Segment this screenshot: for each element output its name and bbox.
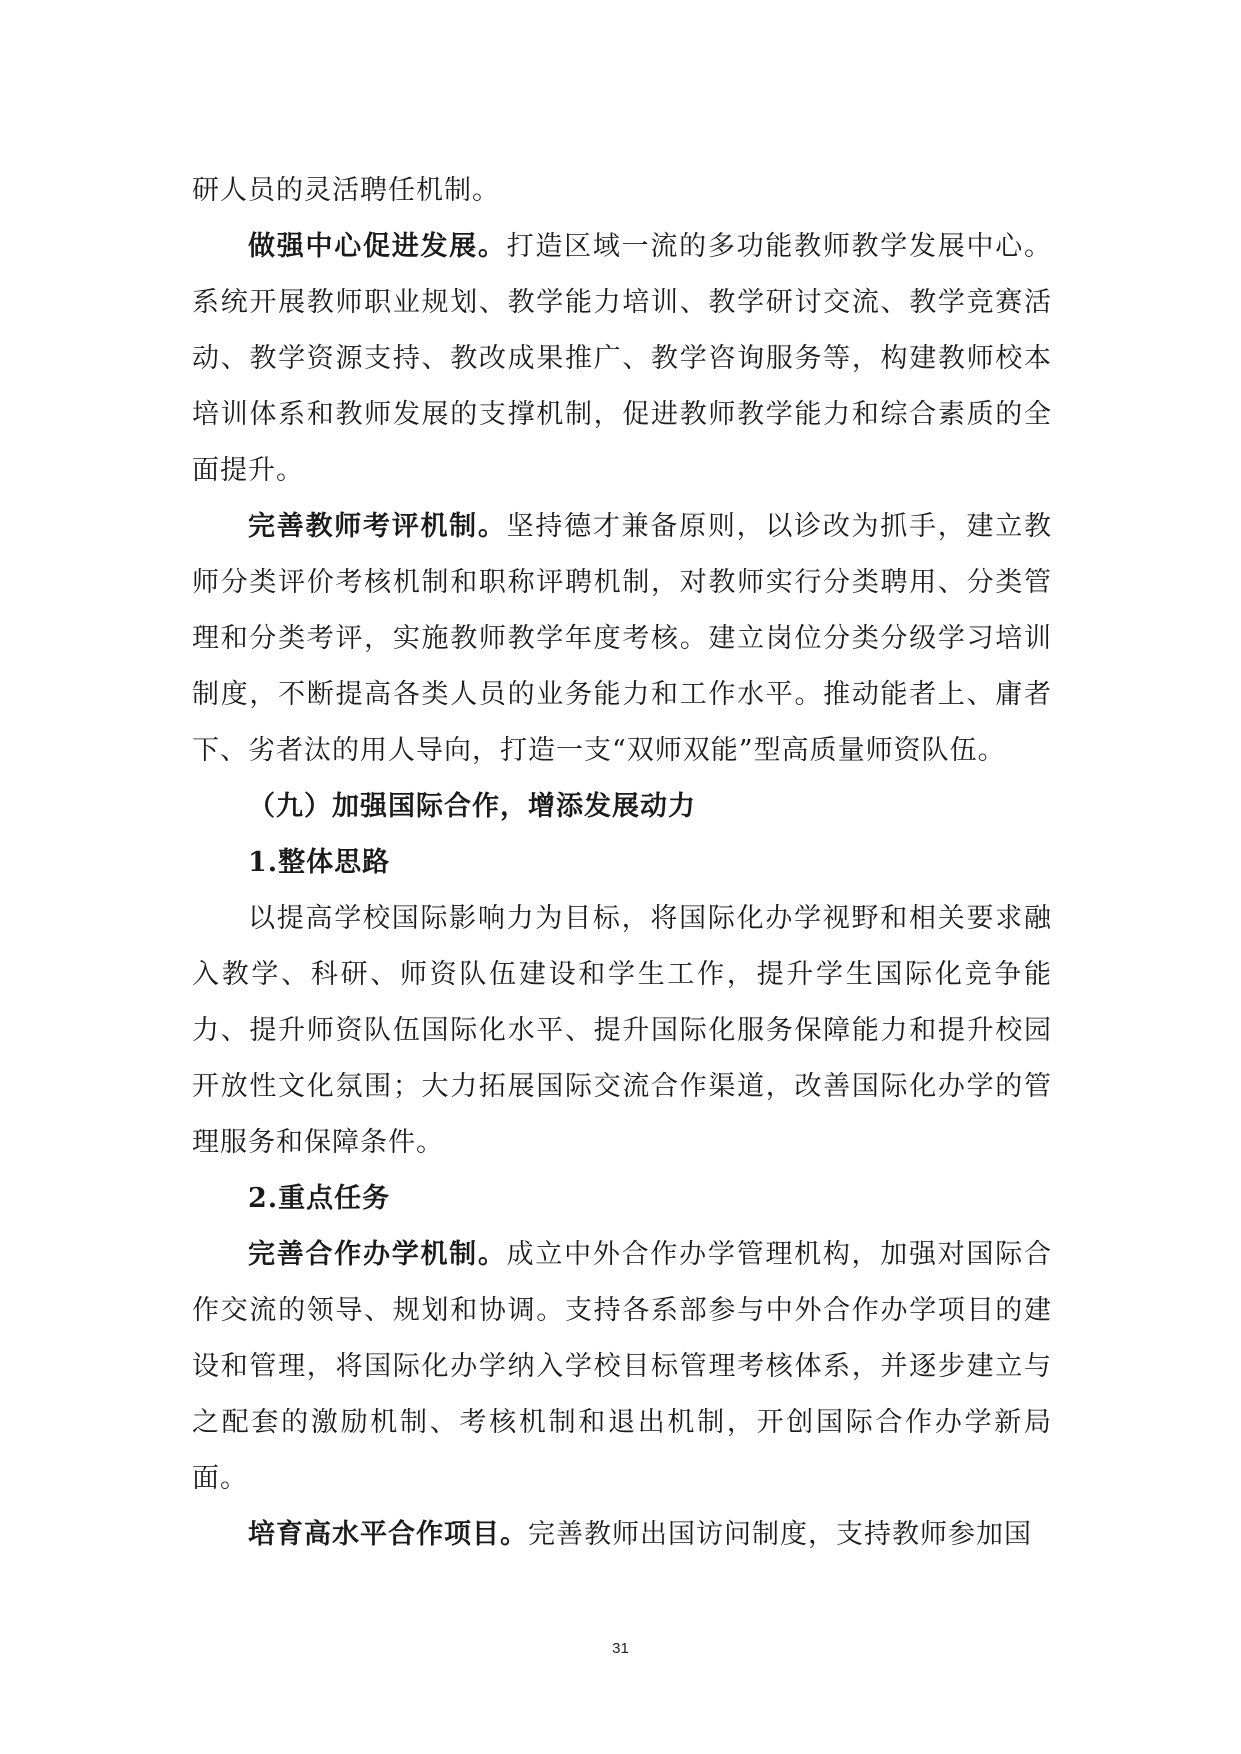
section-heading: （九）加强国际合作，增添发展动力 [248, 791, 696, 822]
paragraph-text: 以提高学校国际影响力为目标，将国际化办学视野和相关要求融入教学、科研、师资队伍建设和学生工作，提升学生国际化竞争能力、提升师资队伍国际化水平、提升国际化服务保障能力和提升校园开放性文化氛围；大力拓展国际交流合作渠道，改善国际化办学的管理服务和保障条件。 [192, 903, 1052, 1158]
paragraph-lead: 完善合作办学机制。 [248, 1239, 507, 1270]
paragraph-teaching-center [192, 219, 1052, 499]
paragraph-text: 完善教师出国访问制度，支持教师参加国 [528, 1519, 1032, 1550]
paragraph-cooperation-mechanism [192, 1227, 1052, 1507]
subsection-heading-overall: 1.整体思路 [248, 847, 391, 878]
paragraph-cooperation-projects [192, 1507, 1052, 1563]
paragraph-text: 打造区域一流的多功能教师教学发展中心。系统开展教师职业规划、教学能力培训、教学研讨交流、教学竞赛活动、教学资源支持、教改成果推广、教学咨询服务等，构建教师校本培训体系和教师发展的支撑机制，促进教师教学能力和综合素质的全面提升。 [192, 231, 1053, 486]
paragraph-lead: 培育高水平合作项目。 [248, 1519, 528, 1550]
paragraph-lead: 完善教师考评机制。 [248, 511, 507, 542]
paragraph-text: 坚持德才兼备原则，以诊改为抓手，建立教师分类评价考核机制和职称评聘机制，对教师实行分类聘用、分类管理和分类考评，实施教师教学年度考核。建立岗位分类分级学习培训制度，不断提高各类人员的业务能力和工作水平。推动能者上、庸者下、劣者汰的用人导向，打造一支“双师双能”型高质量师资队伍。 [192, 511, 1053, 766]
paragraph-teacher-evaluation [192, 499, 1052, 779]
paragraph-text: 研人员的灵活聘任机制。 [192, 175, 500, 206]
paragraph-lead: 做强中心促进发展。 [248, 231, 507, 262]
document-body [192, 163, 1052, 1563]
page-number: 31 [612, 1640, 629, 1657]
subsection-heading-key-tasks: 2.重点任务 [248, 1183, 391, 1214]
paragraph-continued [192, 163, 1052, 219]
paragraph-text: 成立中外合作办学管理机构，加强对国际合作交流的领导、规划和协调。支持各系部参与中外合作办学项目的建设和管理，将国际化办学纳入学校目标管理考核体系，并逐步建立与之配套的激励机制、考核机制和退出机制，开创国际合作办学新局面。 [192, 1239, 1053, 1494]
paragraph-overall-approach [192, 891, 1052, 1171]
